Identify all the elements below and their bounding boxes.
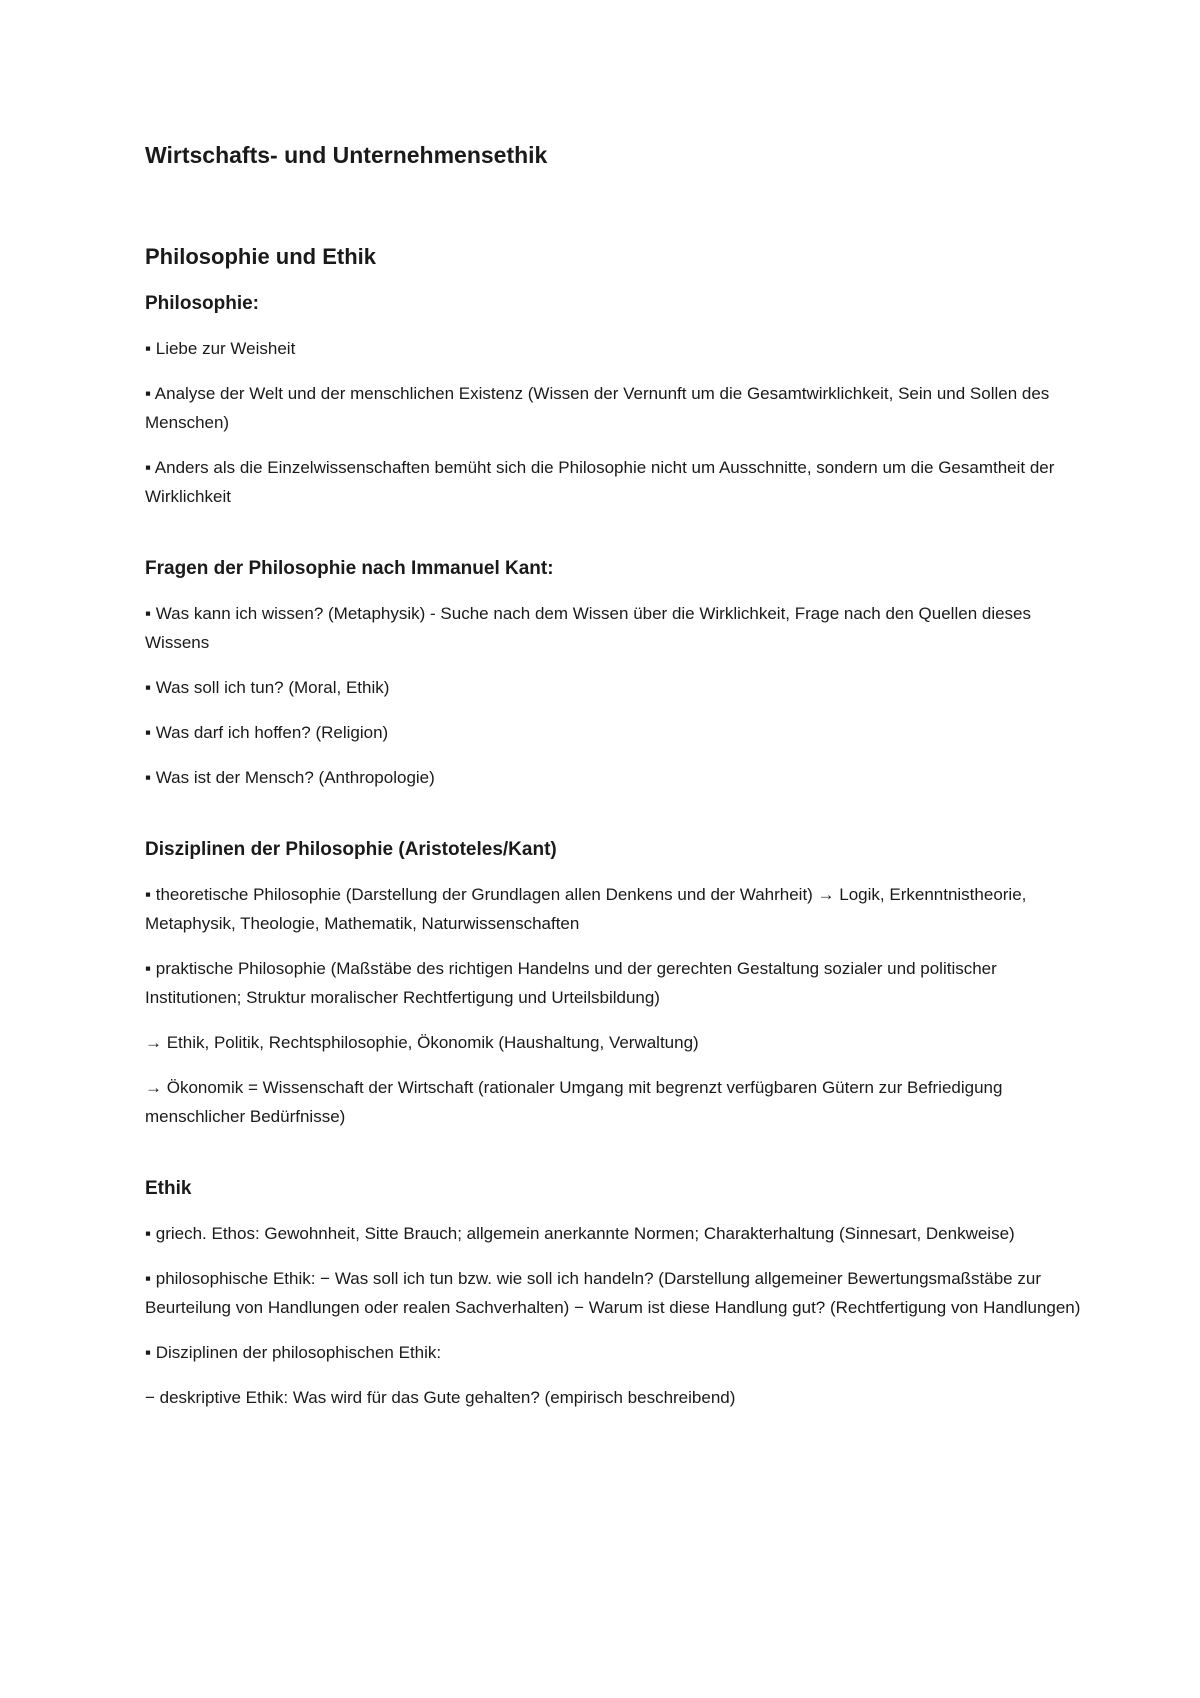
paragraph: ▪ Anders als die Einzelwissenschaften bemüht sich die Philosophie nicht um Ausschnitte, sondern um die Gesamtheit der Wirklichkeit xyxy=(145,458,1055,506)
paragraph: ▪ Was kann ich wissen? (Metaphysik) - Suche nach dem Wissen über die Wirklichkeit, Frage nach den Quellen dieses Wissens xyxy=(145,604,1032,652)
paragraph: ▪ Was ist der Mensch? (Anthropologie) xyxy=(145,768,435,787)
paragraph: ▪ griech. Ethos: Gewohnheit, Sitte Brauch; allgemein anerkannte Normen; Charakterhaltung (Sinnesart, Denkweise) xyxy=(145,1224,1015,1243)
section-heading: Philosophie und Ethik xyxy=(145,244,376,269)
paragraph: ▪ Liebe zur Weisheit xyxy=(145,339,296,358)
subheading-fragen-kant: Fragen der Philosophie nach Immanuel Kant: xyxy=(145,558,554,579)
paragraph: ▪ praktische Philosophie (Maßstäbe des richtigen Handelns und der gerechten Gestaltung sozialer und politischer Institutionen; Struktur moralischer Rechtfertigung und Urteilsbildung) xyxy=(145,959,997,1007)
paragraph: → Ethik, Politik, Rechtsphilosophie, Ökonomik (Haushaltung, Verwaltung) xyxy=(145,1033,699,1052)
document-title: Wirtschafts- und Unternehmensethik xyxy=(145,142,548,168)
paragraph: ▪ Disziplinen der philosophischen Ethik: xyxy=(145,1343,442,1362)
paragraph: ▪ theoretische Philosophie (Darstellung der Grundlagen allen Denkens und der Wahrheit) → Logik, Erkenntnistheorie, Metaphysik, Theologie, Mathematik, Naturwissenschaften xyxy=(145,885,1027,933)
subheading-ethik: Ethik xyxy=(145,1178,192,1199)
subheading-disziplinen: Disziplinen der Philosophie (Aristoteles/Kant) xyxy=(145,839,557,860)
paragraph: ▪ Was soll ich tun? (Moral, Ethik) xyxy=(145,678,390,697)
subheading-philosophie: Philosophie: xyxy=(145,293,259,314)
paragraph: ▪ philosophische Ethik: − Was soll ich tun bzw. wie soll ich handeln? (Darstellung allgemeiner Bewertungsmaßstäbe zur Beurteilung von Handlungen oder realen Sachverhalten) − Warum ist diese Handlung gut? (Rechtfertigung von Handlungen) xyxy=(145,1269,1081,1317)
paragraph: − deskriptive Ethik: Was wird für das Gute gehalten? (empirisch beschreibend) xyxy=(145,1388,736,1407)
document-body xyxy=(145,140,1085,1428)
paragraph: ▪ Was darf ich hoffen? (Religion) xyxy=(145,723,389,742)
paragraph: → Ökonomik = Wissenschaft der Wirtschaft (rationaler Umgang mit begrenzt verfügbaren Gütern zur Befriedigung menschlicher Bedürfnisse) xyxy=(145,1078,1003,1126)
paragraph: ▪ Analyse der Welt und der menschlichen Existenz (Wissen der Vernunft um die Gesamtwirklichkeit, Sein und Sollen des Menschen) xyxy=(145,384,1050,432)
